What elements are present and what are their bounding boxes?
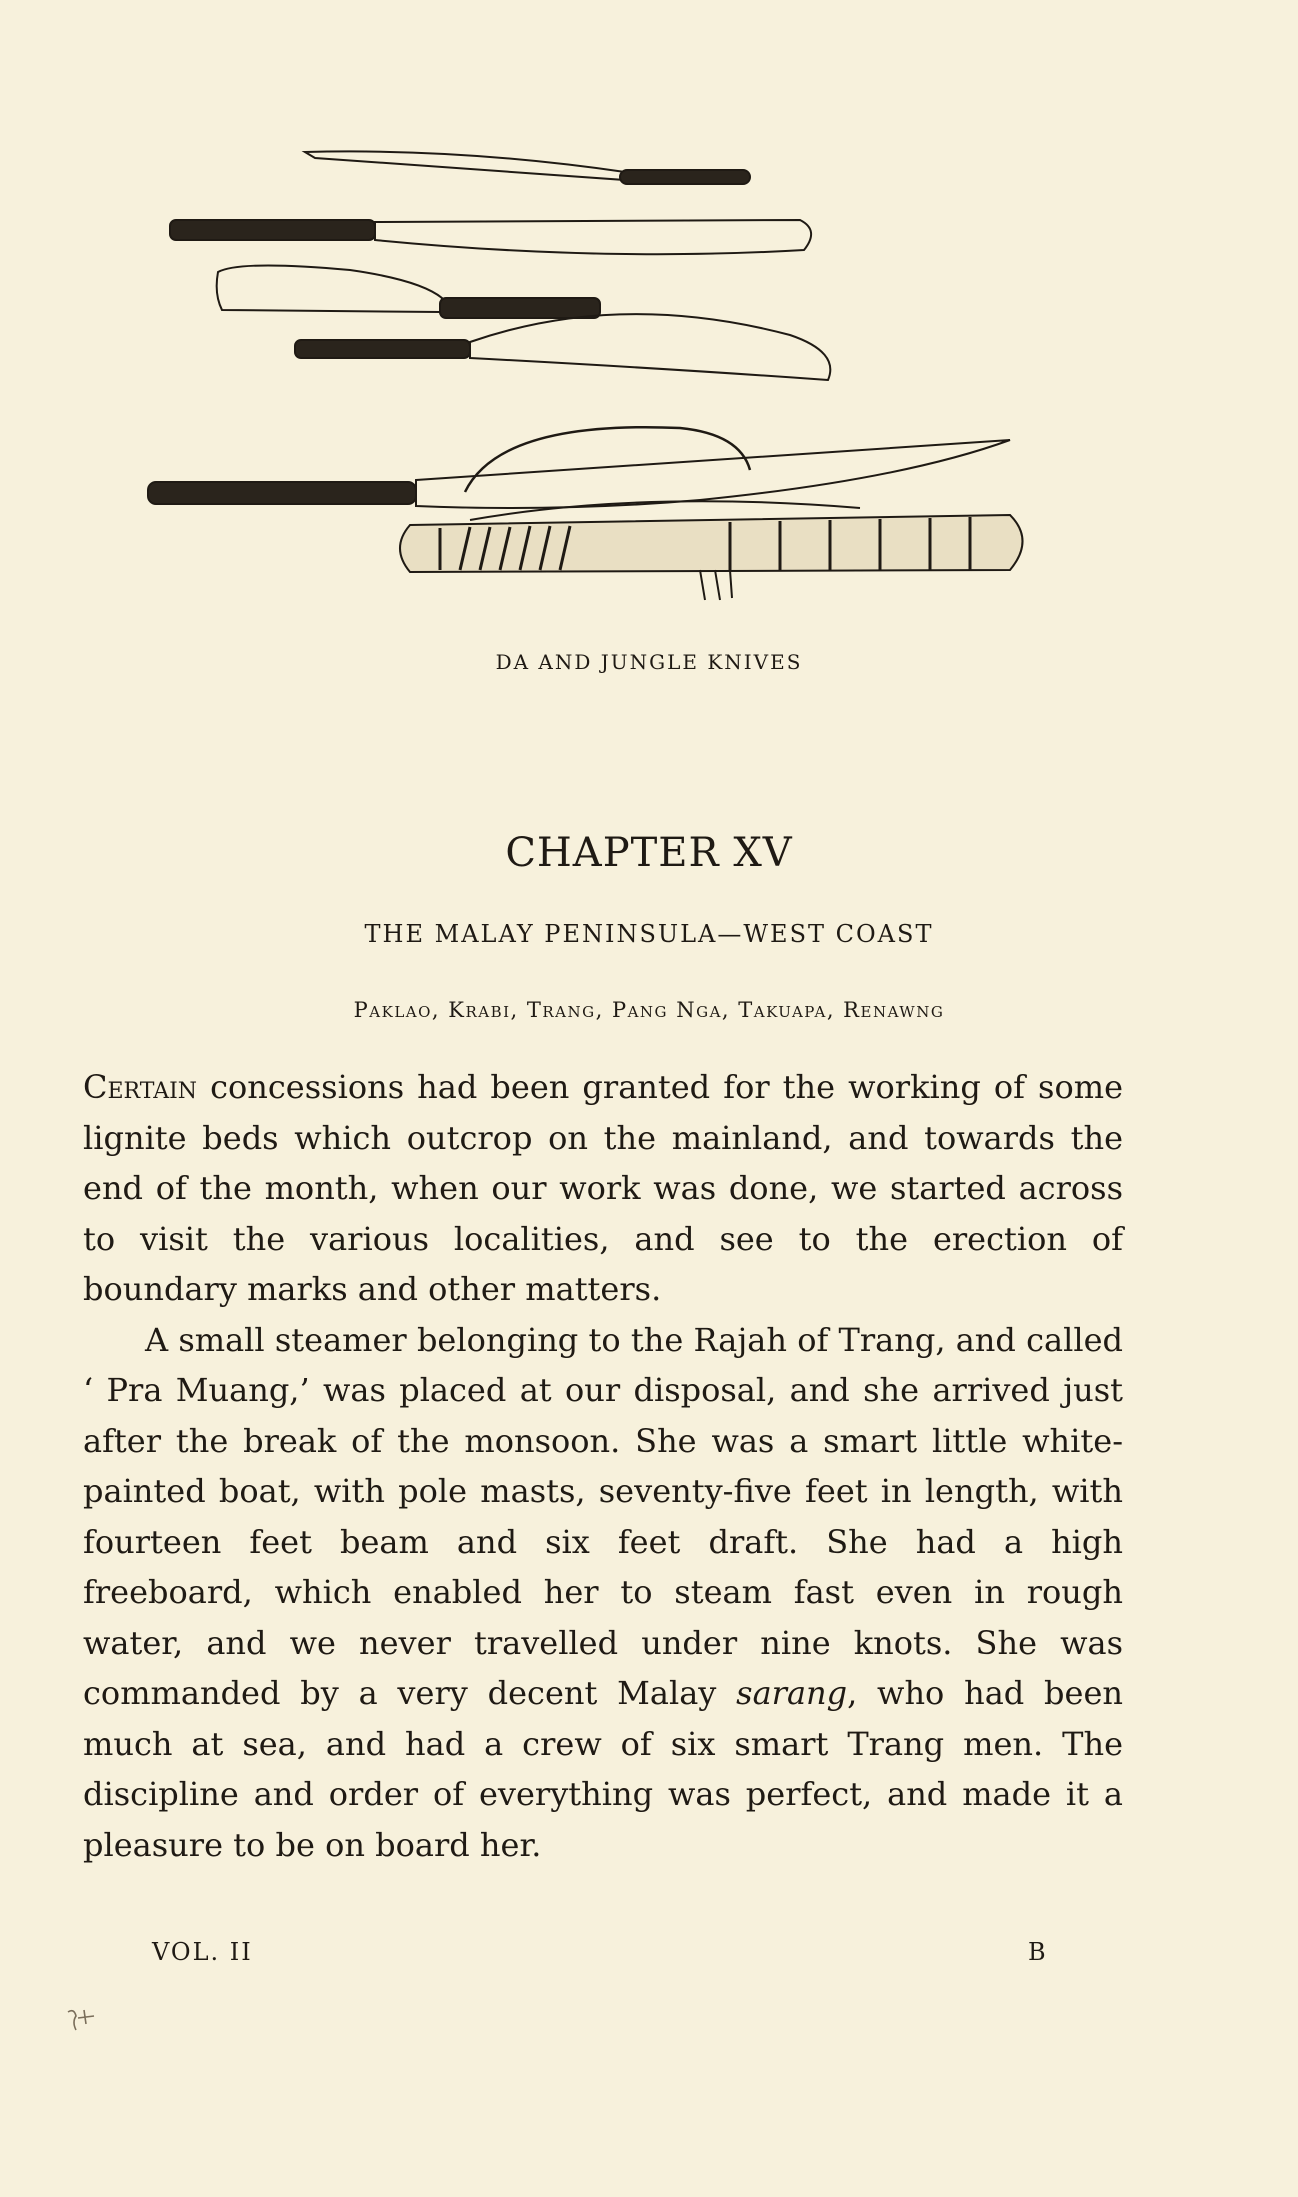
chapter-title: THE MALAY PENINSULA—WEST COAST (364, 920, 934, 948)
body-text (83, 1062, 1123, 1870)
paragraph-1-text: concessions had been granted for the working of some lignite beds which outcrop on the mainland, and towards the end of the month, when our work was done, we started across to visit the various localities, and see to the erection of boundary marks and other matters. (83, 1068, 1123, 1308)
paragraph-2-text-a: A small steamer belonging to the Rajah of Trang, and called ‘ Pra Muang,’ was placed at our disposal, and she arrived just after the break of the monsoon. She was a smart little white-painted boat, with pole masts, seventy-five feet in length, with fourteen feet beam and six feet draft. She had a high freeboard, which enabled her to steam fast even in rough water, and we never travelled under nine knots. She was commanded by a very decent Malay (83, 1320, 1123, 1712)
knives-illustration (140, 130, 1060, 640)
chapter-number: CHAPTER XV (505, 830, 793, 876)
figure-caption: DA AND JUNGLE KNIVES (495, 650, 803, 674)
signature-mark: B (1028, 1938, 1046, 1966)
paragraph-lead-word: Certain (83, 1068, 198, 1106)
volume-mark: VOL. II (152, 1938, 253, 1966)
paragraph-1 (83, 1062, 1123, 1315)
paragraph-2-italic: sarang (736, 1674, 848, 1712)
pencil-mark (64, 2006, 100, 2040)
chapter-places: Paklao, Krabi, Trang, Pang Nga, Takuapa, Renawng (353, 998, 945, 1022)
pencil-scribble (64, 2006, 100, 2034)
knives-drawing (140, 130, 1060, 640)
paragraph-2-text-b: , who had been much at sea, and had a crew of six smart Trang men. The discipline and order of everything was perfect, and made it a pleasure to be on board her. (83, 1674, 1124, 1864)
paragraph-2 (83, 1315, 1123, 1871)
